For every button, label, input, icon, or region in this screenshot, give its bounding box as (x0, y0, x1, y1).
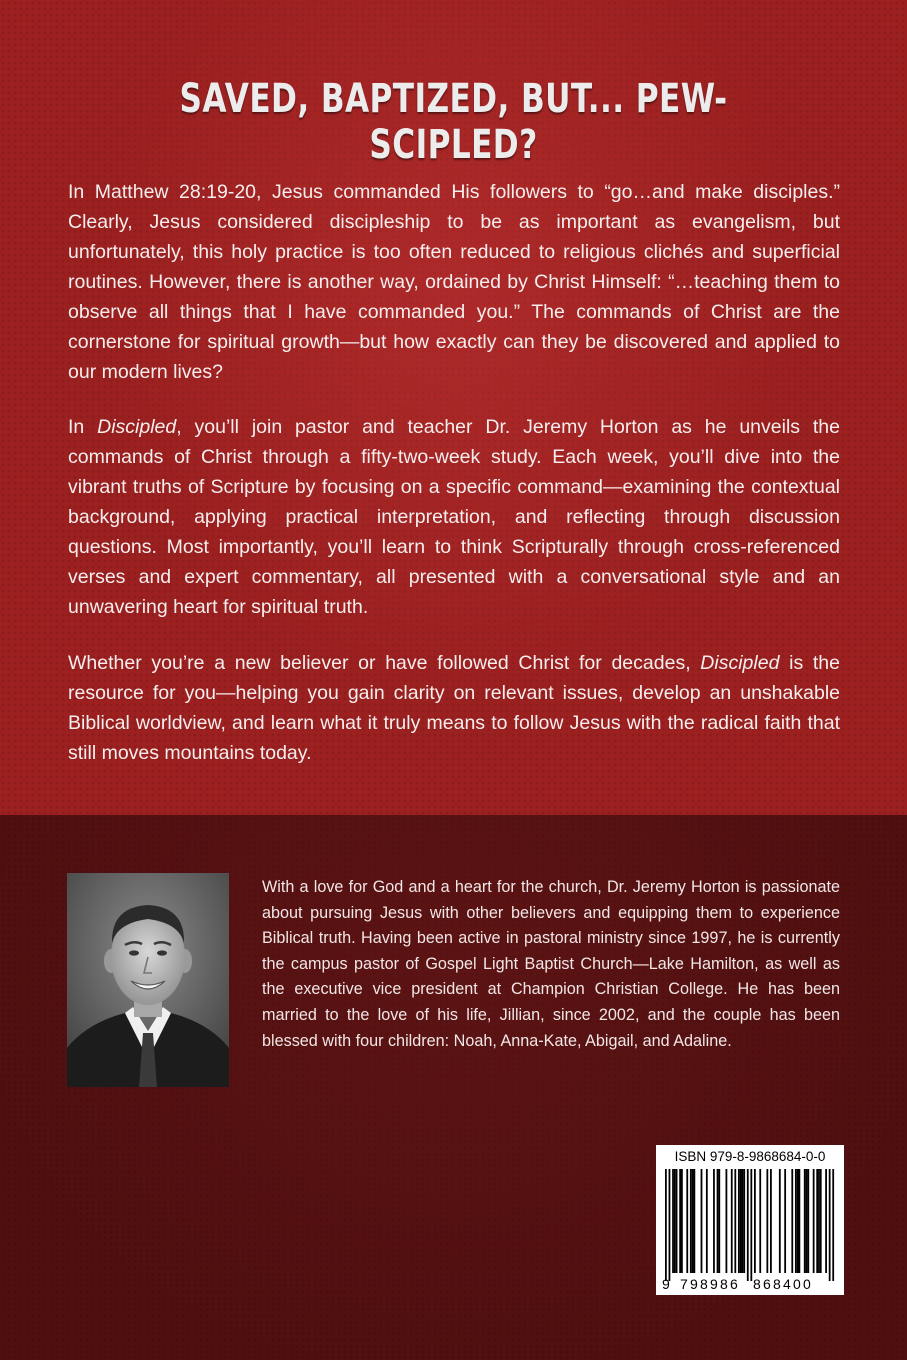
barcode-bar (669, 1169, 671, 1281)
barcode-bar (665, 1169, 667, 1281)
barcode-bar (674, 1169, 676, 1273)
barcode-bar (795, 1169, 797, 1273)
barcode-bar (770, 1169, 772, 1273)
book-title: Discipled (97, 416, 177, 438)
isbn-label: ISBN 979-8-9868684-0-0 (674, 1149, 826, 1164)
barcode-bar (713, 1169, 715, 1273)
barcode-bar (686, 1169, 688, 1273)
blurb-p2-lead: In (68, 416, 98, 438)
barcode-bar (766, 1169, 768, 1273)
barcode-bar (813, 1169, 815, 1273)
barcode-bar (791, 1169, 793, 1273)
barcode-bar (829, 1169, 831, 1281)
barcode-bar (734, 1169, 736, 1273)
barcode-bar (693, 1169, 695, 1273)
author-photo (67, 873, 229, 1087)
barcode-bar (718, 1169, 720, 1273)
headline: SAVED, BAPTIZED, BUT... PEW-SCIPLED? (179, 76, 728, 168)
barcode-bars (665, 1169, 834, 1281)
barcode-digit-first: 9 (662, 1276, 670, 1292)
barcode-bar (731, 1169, 733, 1273)
blurb-paragraph-2 (68, 412, 840, 622)
barcode-bar (750, 1169, 752, 1281)
barcode-bar (818, 1169, 820, 1273)
barcode-bar (832, 1169, 834, 1281)
barcode-bar (779, 1169, 781, 1273)
barcode-bar (806, 1169, 808, 1273)
barcode-bar (701, 1169, 703, 1273)
author-bio: With a love for God and a heart for the church, Dr. Jeremy Horton is passionate about pursuing Jesus with other believers and equipping them to experience Biblical truth. Having been active in pastoral ministry since 1997, he is currently the campus pastor of Gospel Light Baptist Church—Lake Hamilton, as well as the executive vice president at Champion Christian College. He has been married to the love of his life, Jillian, since 2002, and the couple has been blessed with four children: Noah, Anna-Kate, Abigail, and Adaline. (262, 878, 840, 1050)
barcode-bar (742, 1169, 744, 1273)
blurb-p3-rest: is the resource for you—helping you gain clarity on relevant issues, develop an unshakable Biblical worldview, and learn what it truly means to follow Jesus with the radical faith that still moves mountains today. (68, 652, 840, 764)
barcode-bar (690, 1169, 692, 1273)
barcode-bar (738, 1169, 740, 1273)
barcode-bar (747, 1169, 749, 1281)
blurb-paragraph-3 (68, 648, 840, 768)
barcode-bar (759, 1169, 761, 1273)
barcode-bar (672, 1169, 674, 1273)
isbn-barcode (656, 1145, 844, 1295)
barcode-bar (676, 1169, 678, 1273)
barcode-bar (804, 1169, 806, 1273)
blurb-paragraph-1: In Matthew 28:19-20, Jesus commanded His followers to “go…and make disciples.” Clearly, Jesus considered discipleship to be as important as evangelism, but unfortunately, this holy practice is too often reduced to religious clichés and superficial routines. However, there is another way, ordained by Christ Himself: “…teaching them to observe all things that I have commanded you.” The commands of Christ are the cornerstone for spiritual growth—but how exactly can they be discovered and applied to our modern lives? (68, 181, 840, 383)
book-title: Discipled (700, 652, 780, 674)
barcode-bar (743, 1169, 745, 1273)
barcode-bar (740, 1169, 742, 1273)
barcode-bar (717, 1169, 719, 1273)
barcode-bar (726, 1169, 728, 1273)
barcode-bar (807, 1169, 809, 1273)
barcode-bar (797, 1169, 799, 1273)
barcode-bar (799, 1169, 801, 1273)
barcode-graphic (656, 1145, 844, 1295)
blurb-p3-lead: Whether you’re a new believer or have followed Christ for decades, (68, 652, 701, 674)
barcode-bar (679, 1169, 681, 1273)
barcode-bar (820, 1169, 822, 1273)
barcode-digits-left: 798986 (680, 1276, 740, 1292)
barcode-bar (784, 1169, 786, 1273)
blurb-p2-rest: , you’ll join pastor and teacher Dr. Jeremy Horton as he unveils the commands of Christ through a fifty-two-week study. Each week, you’ll dive into the vibrant truths of Scripture by focusing on a specific command—examining the contextual background, applying practical interpretation, and reflecting through discussion questions. Most importantly, you’ll learn to think Scripturally through cross-referenced verses and expert commentary, all presented with a conversational style and an unwavering heart for spiritual truth. (68, 416, 840, 618)
barcode-bar (825, 1169, 827, 1273)
barcode-bar (706, 1169, 708, 1273)
barcode-bar (692, 1169, 694, 1273)
barcode-bar (816, 1169, 818, 1273)
barcode-bar (681, 1169, 683, 1273)
barcode-digits-right: 868400 (753, 1276, 813, 1292)
barcode-bar (754, 1169, 756, 1273)
